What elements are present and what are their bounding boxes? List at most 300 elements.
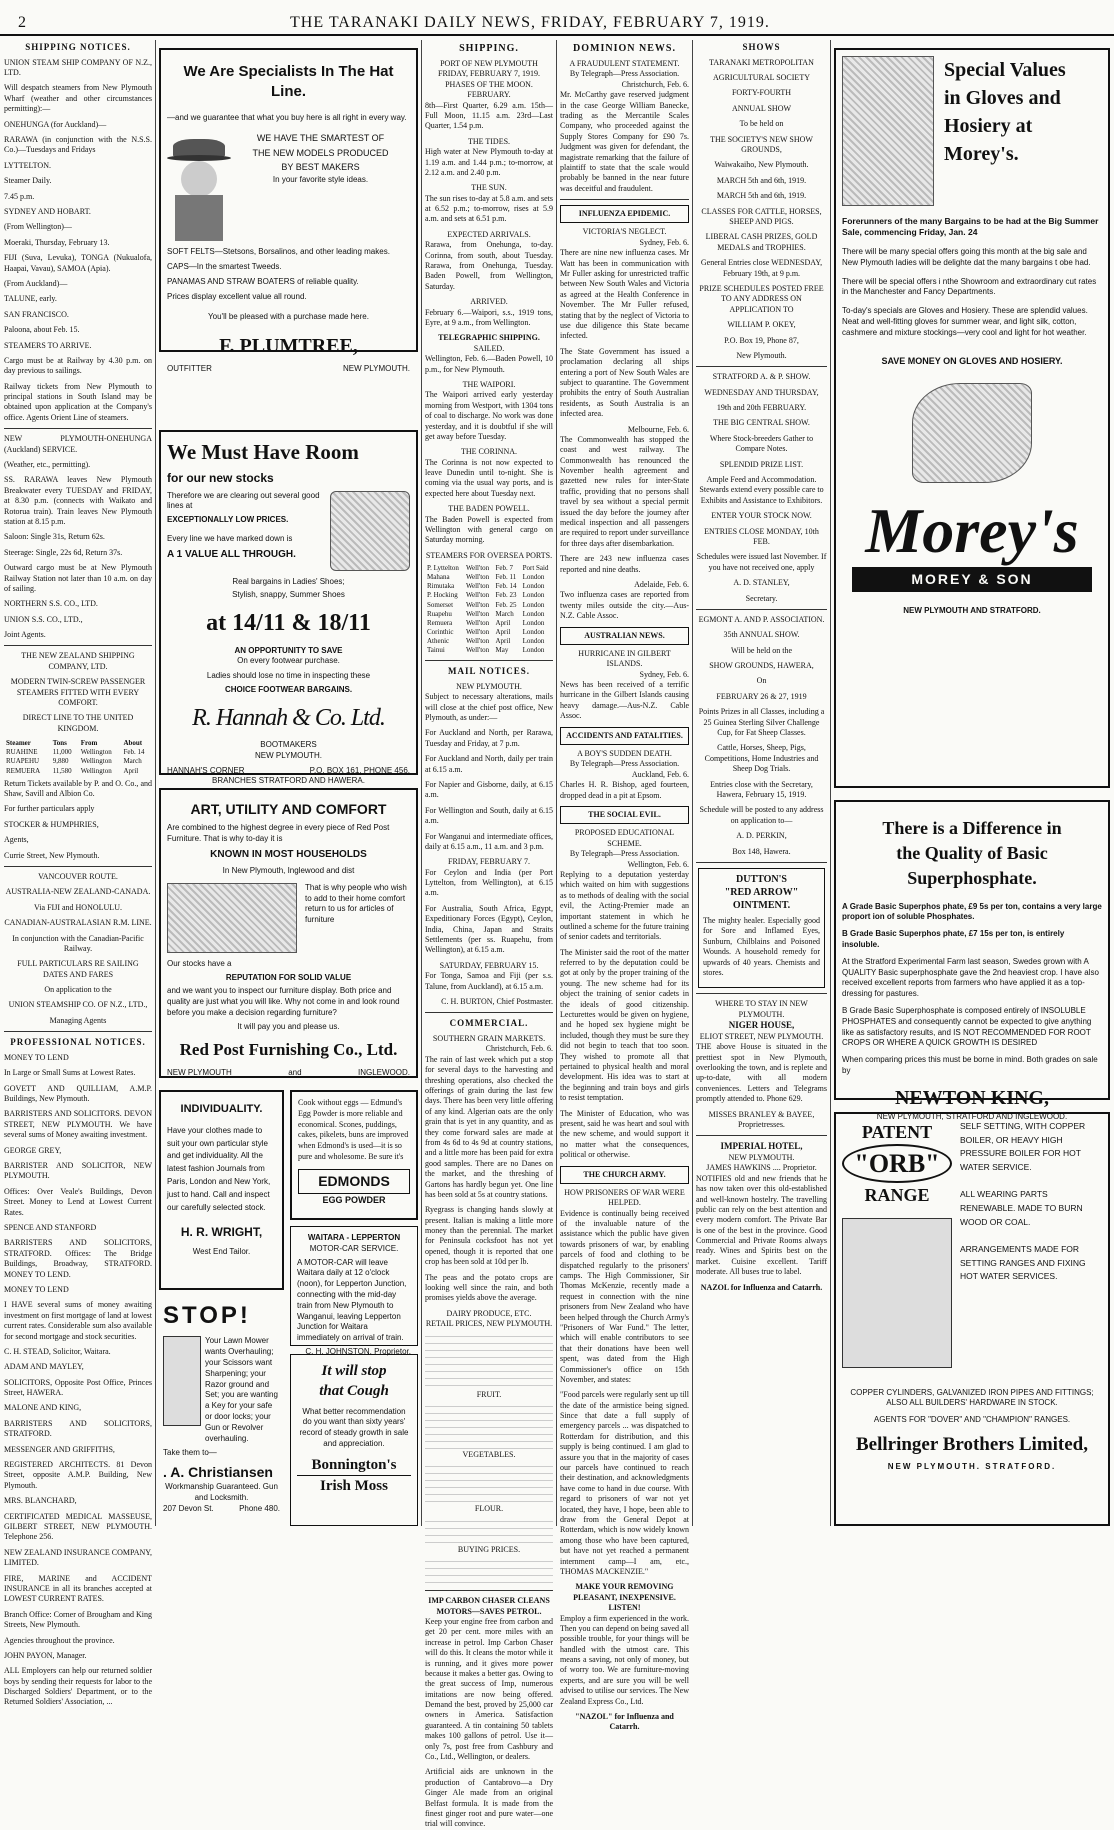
nz-shipping-agents [4, 779, 152, 861]
super-b: B Grade Basic Superphos phate, £7 15s per ton, is entirely insoluble. [842, 929, 1065, 949]
table-cell: London [522, 618, 545, 627]
stop-t1: Your Lawn Mower wants Overhauling; your Scissors want Sharpening; your Razor ground and Set; you are wanting a Key for your safe or door locks; your Gun or Revolver overhauling. [205, 1336, 278, 1443]
union-notice-line: LYTTELTON. [4, 160, 51, 170]
union-notice-line: ONEHUNGA (for Auckland)— [4, 119, 107, 129]
room-t8: On every footwear purchase. [237, 656, 340, 666]
church-quote: "Food parcels were regularly sent up till the date of the armistice being signed. Since that date a full supply of emergency parcels ... was dispatched to Rotterdam for distribution, and this supply is being continued. I am glad to assure you that in the majority of cases our parcels have continued to reach their destination, and acknowledgments have come to hand in due course. With regard to prisoners of war not yet located, they have, I hope, been able to draw from the General Depot at Rotterdam, which is now widely known among those who have been captured, but have not yet reached a permanent internment camp—I am, etc., THOMAS MACKENZIE." [560, 1390, 689, 1576]
professional-notice-line: JOHN PAYON, Manager. [4, 1650, 87, 1660]
column-shows [696, 40, 827, 1526]
cough-l2: that Cough [319, 1383, 389, 1400]
imp-art: Artificial aids are unknown in the production of Cantabrovo—a Dry Ginger Ale made from an original Belfast formula. It is made from the finest ginger root and pure water—one trial will convince. [425, 1767, 553, 1829]
orb-t3: ARRANGEMENTS MADE FOR SETTING RANGES AND FIXING HOT WATER SERVICES. [960, 1244, 1086, 1282]
imperial-np: NEW PLYMOUTH. [728, 1152, 795, 1162]
professional-notice-line: BARRISTERS AND SOLICITORS, STRATFORD. Offices: The Bridge Buildings, Broadway, STRATFORD. MONEY TO LEND. [4, 1238, 152, 1279]
influenza-b1: There are nine new influenza cases. Mr Watt has been in communication with Mr Fuller asking for unrestricted traffic between New South Wales and Victoria as agreed at the Health Conference in November. The Mr Fuller refused, stating that by the neglect of Victoria to use due diligence this State became infected. [560, 248, 689, 341]
table-cell: April [123, 766, 139, 775]
mail-np: NEW PLYMOUTH. [456, 681, 522, 691]
edmonds-logo-1: EDMONDS [298, 1169, 410, 1194]
commercial-heading: COMMERCIAL. [449, 1018, 529, 1029]
moon-month: FEBRUARY. [467, 90, 511, 100]
onehunga-notice-line: Outward cargo must be at New Plymouth Railway Station not later than 10 a.m. on day of sailing. [4, 563, 152, 593]
onehunga-notice-line: Steerage: Single, 22s 6d, Return 37s. [4, 547, 123, 557]
dairy-heading: DAIRY PRODUCE, ETC. [446, 1308, 532, 1318]
egmont-show-line: Box 148, Hawera. [732, 846, 791, 856]
accidents-dateline: Auckland, Feb. 6. [631, 769, 689, 779]
town-crier-illustration [163, 1336, 201, 1426]
table-row [425, 610, 553, 619]
morey-p4: To-day's specials are Gloves and Hosiery. These are splendid values. Neat and well-fitting gloves for summer wear, and light silk, cotton, cashmere and mixture stockings—very cool and light for hot weather. [842, 306, 1088, 337]
morey-t2: in Gloves and [944, 87, 1061, 109]
professional-notice-line: MESSENGER AND GRIFFITHS, [4, 1444, 115, 1454]
influenza-heading: INFLUENZA EPIDEMIC. [560, 205, 689, 223]
stratford-show-line: 19th and 20th FEBRUARY. [716, 403, 807, 413]
furn-t4: That is why people who wish to add to their home comfort return to us for articles of furniture [305, 882, 407, 925]
bellringer-orb-range-ad [834, 1112, 1110, 1526]
table-cell: Corinthic [427, 627, 454, 636]
duttons-ointment-ad [698, 868, 825, 988]
plumtree-name: F. PLUMTREE, [219, 335, 358, 358]
union-notice-line: Paloona, about Feb. 15. [4, 325, 80, 335]
dutton-l1: DUTTON'S [736, 873, 787, 885]
influenza-dateline: Sydney, Feb. 6. [639, 237, 689, 247]
table-header-cell: Tons [52, 739, 67, 748]
orb-footer: NEW PLYMOUTH. STRATFORD. [887, 1461, 1057, 1471]
super-t3: Superphosphate. [907, 868, 1037, 889]
taranaki-show-line: Waiwakaiho, New Plymouth. [714, 160, 809, 170]
vancouver-route-notice [4, 872, 152, 1026]
professional-notice-line: MONEY TO LEND [4, 1284, 69, 1294]
taranaki-show-line: General Entries close WEDNESDAY, February 19th, at 9 p.m. [700, 258, 823, 278]
table-row [425, 591, 553, 600]
orb-t4: COPPER CYLINDERS, GALVANIZED IRON PIPES AND FITTINGS; ALSO ALL BUILDERS' HARDWARE IN STOCK. [850, 1387, 1094, 1408]
edmonds-logo-2: EGG POWDER [322, 1194, 386, 1205]
table-cell: Well'ton [465, 573, 490, 582]
table-cell: Well'ton [465, 609, 490, 618]
egmont-show-line: 35th ANNUAL SHOW. [723, 630, 800, 640]
room-title: We Must Have Room [167, 440, 359, 464]
professional-notice-line: GEORGE GREY, [4, 1145, 62, 1155]
hat-line-2: THE NEW MODELS PRODUCED [252, 147, 389, 158]
stratford-show-line: Where Stock-breeders Gather to Compare Notes. [709, 433, 814, 454]
hat-illustration [167, 131, 231, 241]
table-cell: Well'ton [465, 582, 490, 591]
hat-line-ad [159, 48, 418, 374]
influenza-sub: VICTORIA'S NEGLECT. [582, 227, 667, 237]
table-cell: London [522, 636, 545, 645]
bonnington-irish-moss-ad [290, 1354, 418, 1526]
egmont-show-line: Will be held on the [731, 645, 792, 655]
nazol-ad: "NAZOL" for Influenza and Catarrh. [575, 1712, 674, 1732]
table-row [425, 646, 553, 655]
table-cell: Feb. 14 [495, 582, 517, 591]
orb-name: "ORB" [842, 1144, 952, 1183]
hat-pleased: You'll be pleased with a purchase made here. [208, 312, 369, 322]
steamer-table [4, 739, 152, 775]
glove-hand-illustration [912, 383, 1032, 483]
church-body: Evidence is continually being received of the invaluable nature of the assistance which the public have given towards prisoners of war, by enabling parcels of food and clothing to be dispatched regularly to the prisoners' camps. The High Commissioner, Sir Thomas McKenzie, recently made a request in connection with the nine prisoners from New Zealand who have been helped through the Church Army's "Prisoners of War Fund." The letter, which will enable contributors to see that their donations have been well spent, was dated from the High Commissioner's office on 15th November, and states: [560, 1208, 689, 1384]
vancouver-notice-line: AUSTRALIA-NEW ZEALAND-CANADA. [5, 887, 151, 897]
range-stove-illustration [842, 1218, 952, 1368]
table-cell: 11,000 [52, 748, 72, 757]
social-b1: Replying to a deputation yesterday which waited on him with suggestions as to methods of dealing with the social evil, the Acting-Premier made an important statement in which he outlined a scheme for the future training of senior cadets and territorials. [560, 869, 689, 942]
professional-notice-line: FIRE, MARINE and ACCIDENT INSURANCE in all its branches accepted at LOWEST CURRENT RATES. [4, 1573, 152, 1604]
wright-tailor-ad [159, 1090, 284, 1290]
hannah-logo-script: R. Hannah & Co. Ltd. [192, 704, 385, 731]
table-cell: Remuera [427, 618, 453, 627]
retail-heading: RETAIL PRICES, NEW PLYMOUTH. [425, 1319, 553, 1329]
furn-f2: and [288, 1067, 302, 1077]
cough-l3: Bonnington's [311, 1456, 397, 1473]
taranaki-show-line: AGRICULTURAL SOCIETY [713, 73, 810, 83]
boot-illustration [330, 491, 410, 571]
union-notice-line: Cargo must be at Railway by 4.30 p.m. on day previous to sailings. [4, 355, 152, 376]
taranaki-show-line: To be held on [739, 119, 784, 129]
professional-notice-line: BARRISTER AND SOLICITOR, NEW PLYMOUTH. [4, 1161, 152, 1181]
professional-notice-line: NEW ZEALAND INSURANCE COMPANY, LIMITED. [4, 1547, 152, 1568]
mail-friday: FRIDAY, FEBRUARY 7. [448, 857, 530, 867]
room-t15: BRANCHES STRATFORD AND HAWERA. [212, 776, 365, 786]
nzship-notice-line: THE NEW ZEALAND SHIPPING COMPANY, LTD. [21, 651, 135, 671]
masthead-title: THE TARANAKI DAILY NEWS, FRIDAY, FEBRUARY 7, 1919. [290, 14, 770, 31]
accidents-body: Charles H. R. Bishop, aged fourteen, dropped dead in a pit at Epsom. [560, 780, 689, 800]
baden-heading: THE BADEN POWELL. [448, 504, 530, 514]
influenza-b4: There are 243 new influenza cases reported and nine deaths. [560, 554, 689, 574]
furn-t2: KNOWN IN MOST HOUSEHOLDS [210, 849, 367, 861]
stratford-show-line: Ample Feed and Accommodation. Stewards extend every possible care to Exhibits and Assistance to Exhibitors. [699, 475, 824, 505]
vancouver-notice-line: FULL PARTICULARS RE SAILING DATES AND FARES [17, 959, 139, 979]
imperial-proprietor: JAMES HAWKINS .... Proprietor. [706, 1163, 817, 1173]
nz-shipping-notice [4, 651, 152, 734]
union-notice-line: SYDNEY AND HOBART. [4, 206, 91, 216]
taranaki-show-line: New Plymouth. [736, 350, 787, 360]
table-row [425, 582, 553, 591]
fruit-heading: FRUIT. [476, 1389, 502, 1399]
orb-t5: AGENTS FOR "DOVER" AND "CHAMPION" RANGES. [873, 1415, 1071, 1425]
fraud-dateline: Christchurch, Feb. 6. [621, 79, 689, 89]
table-header-cell: About [123, 739, 143, 748]
table-cell: April [495, 636, 511, 645]
page-number: 2 [18, 14, 27, 31]
table-cell: London [522, 627, 545, 636]
waitara-t2: C. H. JOHNSTON, Proprietor. [305, 1346, 411, 1356]
grain-peas: The peas and the potato crops are looking well since the rain, and both promises yields above the average. [425, 1272, 553, 1303]
baden-text: The Baden Powell is expected from Wellington with general cargo on Saturday morning. [425, 514, 553, 545]
furn-t8: It will pay you and please us. [237, 1021, 340, 1031]
fraud-body: Mr. McCarthy gave reserved judgment in the case George William Banecke, trading as the Mercantile Scales Company, who proceeded against the Supply Stores Company for £90 7s. Judgment was given for defendant, the magistrate remarking that the failure of plaintiff to state that the scale would probably be banned in the near future was deceitful and fraudulent. [560, 90, 689, 193]
mail-signature: C. H. BURTON, Chief Postmaster. [441, 996, 553, 1006]
moreys-logo: Morey's [865, 494, 1079, 566]
taranaki-show-line: LIBERAL CASH PRIZES, GOLD MEDALS and TROPHIES. [705, 232, 818, 252]
professional-notice-line: ALL Employers can help our returned soldier boys by sending their requests for labor to the Discharged Soldiers' Department, or to the Returned Soldiers' Association, ... [4, 1666, 152, 1707]
super-c: At the Stratford Experimental Farm last season, Swedes grown with A QUALITY Basic superphosphate gave the 2nd heaviest crop. I have also received excellent reports from farmers who have applied it as a top-dressing for pastures. [842, 956, 1099, 999]
table-cell: RUAPEHU [6, 757, 40, 766]
taranaki-show-line: WILLIAM P. OKEY, [727, 320, 796, 330]
table-cell: Well'ton [465, 646, 490, 655]
table-row [425, 573, 553, 582]
table-cell: April [495, 627, 511, 636]
room-t7: AN OPPORTUNITY TO SAVE [234, 645, 343, 655]
morey-p3: There will be special offers i nthe Showroom and extraordinary cut rates in the Manchester and Fancy Departments. [842, 276, 1097, 297]
vancouver-notice-line: Managing Agents [49, 1015, 107, 1025]
shipping-heading: SHIPPING. [459, 43, 519, 54]
waitara-t1: A MOTOR-CAR will leave Waitara daily at 12 o'clock (noon), for Lepperton Junction, connecting with the mid-day train from New Plymouth to Wanganui, leaving Lepperton Junction for Waitara immediately on arrival of train. [297, 1257, 407, 1343]
super-a: A Grade Basic Superphos phate, £9 5s per ton, contains a very large proport ion of soluble Phosphates. [842, 901, 1102, 922]
stratford-show-line: WEDNESDAY AND THURSDAY, [704, 387, 819, 397]
veg-price-lines [425, 1460, 553, 1504]
morey-p2: There will be many special offers going this month at the big sale and New Plymouth ladies will be delighte dat the many bargains t obe had. [842, 246, 1091, 267]
column-shipping-mail-commercial [425, 40, 553, 1829]
mail-t7: For Ceylon and India (per Port Lyttelton, from Wellington), at 6.15 a.m. [425, 867, 553, 898]
mail-t2: For Auckland and North, per Rarawa, Tuesday and Friday, at 7 p.m. [425, 728, 553, 748]
mail-heading: MAIL NOTICES. [447, 666, 531, 677]
moreys-gloves-ad [834, 48, 1110, 788]
table-cell: P. Lyttelton [427, 564, 459, 573]
morey-t1: Special Values [944, 59, 1066, 81]
port-heading: PORT OF NEW PLYMOUTH [440, 59, 538, 68]
accidents-byline: By Telegraph—Press Association. [569, 759, 680, 769]
room-t14: P.O. BOX 161, PHONE 456. [309, 765, 410, 775]
hannah-footwear-ad [159, 430, 418, 786]
removing-heading: MAKE YOUR REMOVING PLEASANT, INEXPENSIVE. LISTEN! [573, 1582, 676, 1613]
nzship-agent-line: For further particulars apply [4, 804, 95, 814]
table-cell: Feb. 25 [495, 600, 517, 609]
professional-notice-line: CERTIFICATED MEDICAL MASSEUSE, GILBERT STREET, NEW PLYMOUTH. Telephone 256. [4, 1511, 152, 1542]
corinna-heading: THE CORINNA. [461, 447, 517, 457]
furn-t1: Are combined to the highest degree in every piece of Red Post Furniture. That is why to-day it is [167, 822, 390, 843]
hat-ad-intro: —and we guarantee that what you buy here is all right in every way. [167, 112, 407, 122]
stratford-show-line: Secretary. [745, 593, 778, 603]
egmont-show-line: EGMONT A. AND P. ASSOCIATION. [698, 614, 825, 624]
shows-heading: SHOWS [742, 42, 781, 52]
union-notice-line: Railway tickets from New Plymouth to principal stations in South Island may be obtained upon application at the Company's office. Agents Orient Line of steamers. [4, 381, 152, 422]
onehunga-notice-line: (Weather, etc., permitting). [4, 460, 91, 470]
hat-line-3: BY BEST MAKERS [281, 162, 360, 173]
imp-body: Keep your engine free from carbon and get 20 per cent. more miles with an increase in petrol. Imp Carbon Chaser will do this. It cleans the motor while it is running, and it gives more power because it makes a better gas. Owing to the great success of Imp, numerous imitations are now being offered. Demand the best, proved by 25,000 car owners in America. Satisfaction guaranteed. A tin containing 50 tablets makes 100 gallons of petrol. Use it—only 7s, post free from Cashbury and Co., Ltd., Wellington, or dealers. [425, 1616, 553, 1762]
influenza-b3: The Commonwealth has stopped the coast and west railway. The Commonwealth has renounced the November health agreement and gazetted new rules for inter-State traffic, providing that no persons shall travel by sea without a special permit issued the day before the journey after medical inspection and all passengers are required to report under surveillance for three days after disembarkation. [560, 434, 689, 548]
table-cell: P. Hocking [427, 591, 458, 600]
egmont-show-notice [696, 615, 827, 857]
mail-saturday: SATURDAY, FEBRUARY 15. [439, 960, 539, 970]
professional-notice-line: ADAM AND MAYLEY, [4, 1362, 84, 1372]
professional-notice-line: MONEY TO LEND [4, 1052, 69, 1062]
stratford-show-line: THE BIG CENTRAL SHOW. [713, 418, 810, 428]
dutton-body: The mighty healer. Especially good for Sore and Inflamed Eyes, Sunburn, Chilblains and Poisoned Wounds. A household remedy for upwards of 40 years. Chemists and stores. [703, 915, 820, 977]
orb-range: RANGE [864, 1185, 930, 1206]
table-cell: Rimutaka [427, 582, 455, 591]
edmonds-egg-powder-ad [290, 1090, 418, 1220]
professional-notice-line: BARRISTERS AND SOLICITORS. DEVON STREET, NEW PLYMOUTH. We have several sums of Money awaiting investment. [4, 1109, 152, 1140]
taranaki-show-line: ANNUAL SHOW [731, 103, 792, 113]
niger-where: WHERE TO STAY IN NEW PLYMOUTH. [715, 999, 808, 1019]
table-row [4, 757, 152, 766]
accidents-heading: ACCIDENTS AND FATALITIES. [560, 727, 689, 745]
table-row [425, 564, 553, 573]
union-notice-line: FIJI (Suva, Levuka), TONGA (Nukualofa, Haapai, Vavau), SAMOA (Apia). [4, 253, 152, 273]
furn-f3: INGLEWOOD. [357, 1067, 410, 1077]
indiv-name: H. R. WRIGHT, [180, 1225, 263, 1240]
social-sub: PROPOSED EDUCATIONAL SCHEME. [574, 828, 675, 848]
union-notice-line: SAN FRANCISCO. [4, 309, 69, 319]
niger-proprietors: MISSES BRANLEY & BAYEE, Proprietresses. [708, 1109, 815, 1129]
super-e: When comparing prices this must be borne in mind. Both grades on sale by [842, 1055, 1098, 1075]
egmont-show-line: SHOW GROUNDS, HAWERA, [709, 661, 814, 671]
table-cell: March [495, 609, 514, 618]
morey-footer: NEW PLYMOUTH AND STRATFORD. [903, 605, 1041, 615]
influenza-b5: Two influenza cases are reported from twenty miles outside the city.—Aus-N.Z. Cable Assoc. [560, 590, 689, 621]
table-cell: Feb. 14 [123, 748, 145, 757]
waitara-sub: MOTOR-CAR SERVICE. [309, 1243, 399, 1253]
furn-name: Red Post Furnishing Co., Ltd. [179, 1039, 398, 1059]
taranaki-show-notice [696, 58, 827, 362]
christiansen-stop-ad [159, 1296, 284, 1526]
column-dominion-news [560, 40, 689, 1732]
oversea-heading: STEAMERS FOR OVERSEA PORTS. [425, 550, 553, 560]
room-t12: NEW PLYMOUTH. [255, 750, 322, 760]
fruit-price-lines [425, 1400, 553, 1450]
australian-body: News has been received of a terrific hurricane in the Gilbert Islands causing heavy damage.—Aus-N.Z. Cable Assoc. [560, 680, 689, 721]
vancouver-notice-line: Via FIJI and HONOLULU. [34, 902, 122, 912]
egmont-show-line: Points Prizes in all Classes, including a 25 Guinea Sterling Silver Challenge Cup, for Fat Sheep Classes. [698, 707, 825, 738]
australian-heading: AUSTRALIAN NEWS. [560, 627, 689, 645]
waitara-motor-ad [290, 1226, 418, 1356]
union-notice-line: STEAMERS TO ARRIVE. [4, 340, 92, 350]
room-t4: A 1 VALUE ALL THROUGH. [167, 548, 296, 560]
dutton-l2: "RED ARROW" [724, 886, 799, 898]
room-sub: for our new stocks [167, 471, 274, 486]
union-notice-line: Will despatch steamers from New Plymouth Wharf (weather and other circumstances permitting):— [4, 83, 152, 114]
professional-notice-line: SOLICITORS, Opposite Post Office, Princes Street, HAWERA. [4, 1377, 152, 1398]
table-cell: Mahana [427, 573, 450, 582]
room-t2: EXCEPTIONALLY LOW PRICES. [167, 515, 289, 525]
influenza-dateline-3: Adelaide, Feb. 6. [634, 579, 689, 589]
egmont-show-line: A. D. PERKIN, [736, 831, 787, 841]
stratford-show-line: ENTER YOUR STOCK NOW. [711, 511, 812, 521]
hat-location: NEW PLYMOUTH. [343, 364, 410, 374]
room-t5: Real bargains in Ladies' Shoes; [232, 576, 345, 586]
morey-band: MOREY & SON [852, 567, 1092, 592]
table-cell: April [495, 618, 511, 627]
bellringer-name: Bellringer Brothers Limited, [855, 1434, 1089, 1456]
vancouver-notice-line: CANADIAN-AUSTRALASIAN R.M. LINE. [4, 918, 152, 928]
room-t10: CHOICE FOOTWEAR BARGAINS. [224, 684, 353, 694]
professional-notice-line: GOVETT AND QUILLIAM, A.M.P. Buildings, New Plymouth. [4, 1083, 152, 1104]
taranaki-show-line: FORTY-FOURTH [731, 88, 792, 98]
table-cell: March [123, 757, 142, 766]
table-cell: Feb. 7 [495, 564, 513, 573]
oversea-steamers-table [425, 564, 553, 655]
sailed-heading: SAILED. [473, 343, 505, 353]
union-steamship-notice [4, 58, 152, 424]
church-heading: THE CHURCH ARMY. [560, 1166, 689, 1184]
professional-notices [4, 1053, 152, 1708]
taranaki-show-line: CLASSES FOR CATTLE, HORSES, SHEEP AND PIGS. [701, 206, 822, 226]
table-cell: Wellington [80, 757, 112, 766]
sun-heading: THE SUN. [471, 183, 507, 193]
taranaki-show-line: PRIZE SCHEDULES POSTED FREE TO ANY ADDRESS ON APPLICATION TO [699, 283, 824, 314]
hat-prices: Prices display excellent value all round. [167, 291, 307, 301]
professional-notice-line: SPENCE AND STANFORD [4, 1223, 97, 1232]
waipori-heading: THE WAIPORI. [462, 379, 516, 389]
table-cell: Well'ton [465, 627, 490, 636]
vancouver-notice-line: On application to the [44, 985, 112, 995]
dutton-l3: OINTMENT. [732, 899, 791, 911]
room-t11: BOOTMAKERS [260, 740, 317, 750]
nzship-agent-line: Return Tickets available by P. and O. Co., and Shaw, Savill and Albion Co. [4, 778, 152, 798]
vegetables-heading: VEGETABLES. [462, 1449, 516, 1459]
onehunga-notice-line: UNION S.S. CO., LTD., [4, 614, 83, 624]
dominion-heading: DOMINION NEWS. [573, 43, 676, 54]
expected-text: Rarawa, from Onehunga, to-day. Corinna, from south, about Tuesday. Rarawa, from Onehunga, Tuesday. Baden Powell, from Wellington, Saturday. [425, 240, 553, 291]
expected-heading: EXPECTED ARRIVALS. [447, 229, 531, 239]
union-notice-line: (From Auckland)— [4, 278, 68, 288]
table-cell: Feb. 11 [495, 573, 517, 582]
table-cell: 9,880 [52, 757, 69, 766]
cough-l4: Irish Moss [297, 1475, 411, 1496]
corinna-text: The Corinna is not now expected to leave Dunedin until to-night. She is coming via the usual way ports, and is expected here about Tuesday next. [425, 457, 553, 498]
hat-panamas: PANAMAS AND STRAW BOATERS of reliable quality. [167, 276, 359, 286]
stop-t4: 207 Devon St. [163, 1503, 214, 1513]
table-cell: Ruapehu [427, 609, 452, 618]
stop-t2: Take them to— [163, 1448, 217, 1458]
hat-line-1: WE HAVE THE SMARTEST OF [256, 133, 385, 144]
stop-name: . A. Christiansen [163, 1464, 273, 1481]
nzship-notice-line: DIRECT LINE TO THE UNITED KINGDOM. [22, 713, 134, 733]
mail-t5: For Wellington and South, daily at 6.15 a.m. [425, 805, 553, 826]
stratford-show-line: ENTRIES CLOSE MONDAY, 10th FEB. [704, 526, 819, 546]
retail-price-lines [425, 1330, 553, 1390]
buying-price-lines [425, 1555, 553, 1585]
union-notice-line: (From Wellington)— [4, 222, 72, 232]
union-notice-line: Steamer Daily. [4, 176, 52, 186]
union-notice-line: Moeraki, Thursday, February 13. [4, 237, 110, 247]
super-d: B Grade Basic Superphosphate is composed entirely of INSOLUBLE PHOSPHATES and consequently cannot be expected to give anything like as satisfactory results, and IS NOT RECOMMENDED FOR ROOT CROPS OR WHERE A QUICK GROWTH IS DESIRED [842, 1005, 1092, 1048]
social-dateline: Wellington, Feb. 6. [627, 859, 689, 869]
furn-t5: Our stocks have a [167, 958, 232, 968]
morey-t3: Hosiery at [944, 115, 1033, 137]
waitara-title: WAITARA - LEPPERTON [307, 1233, 401, 1242]
table-cell: 11,580 [52, 766, 72, 775]
table-row [425, 601, 553, 610]
stratford-show-line: A. D. STANLEY, [733, 578, 790, 588]
table-row [4, 748, 152, 757]
taranaki-show-line: THE SOCIETY'S NEW SHOW GROUNDS, [710, 134, 813, 155]
room-t13: HANNAH'S CORNER [167, 765, 245, 775]
mail-t9: For Tonga, Samoa and Fiji (per s.s. Talune, from Auckland), at 6.15 a.m. [425, 971, 553, 991]
sun-text: The sun rises to-day at 5.8 a.m. and sets at 6.52 p.m.; to-morrow, rises at 5.9 a.m. and sets at 6.51 p.m. [425, 193, 553, 224]
taranaki-show-line: MARCH 5th and 6th, 1919. [716, 191, 807, 201]
orb-patent: PATENT [861, 1122, 933, 1142]
onehunga-service-notice [4, 434, 152, 640]
grain-body: The rain of last week which put a stop for several days to the harvesting and threshing operations, also checked the offerings of grain during the last few days. There has been very little offering of any kind. Algerian oats are the only grain that is yet in any quantity, and as they come forward sales are made at from 4s 6d to 4s 9d at country stations, and a little more has been paid for extra good samples. There are no Danes on the market, and the threshing of Gartons has hardly begun yet. One line has been sold at 5s at country stations. [425, 1054, 553, 1199]
social-b2: The Minister said the root of the matter referred to by the deputation could be got at only by the proper training of the young. The new scheme had for its object the training of senior cadets in the ideals of good citizenship. Lecturettes would be given on hygiene, and he hoped sex hygiene might be included, though they must be sure they did not begin to teach that too soon. They wished to promote all that pertained to physical health and moral development. His idea was to start at the beginning and train boys and girls to resist temptation. [560, 947, 689, 1103]
table-cell: Port Said [522, 564, 549, 573]
professional-notice-line: C. H. STEAD, Solicitor, Waitara. [4, 1346, 111, 1356]
grain-heading: SOUTHERN GRAIN MARKETS. [432, 1034, 546, 1044]
professional-notice-line: REGISTERED ARCHITECTS. 81 Devon Street, opposite A.M.P. Building, New Plymouth. [4, 1460, 152, 1490]
masthead [0, 0, 1114, 36]
stratford-show-line: SPLENDID PRIZE LIST. [719, 459, 804, 469]
telegraphic-heading: TELEGRAPHIC SHIPPING. [438, 333, 540, 343]
table-cell: London [522, 582, 545, 591]
moon-phases: 8th—First Quarter, 6.29 a.m. 15th—Full Moon, 11.15 a.m. 23rd—Last Quarter, 1.54 p.m. [425, 100, 553, 131]
australian-dateline: Sydney, Feb. 6. [639, 669, 689, 679]
professional-notice-line: In Large or Small Sums at Lowest Rates. [4, 1068, 136, 1078]
room-t1: Therefore we are clearing out several good lines at [167, 490, 320, 511]
grain-ryegrass: Ryegrass is changing hands slowly at present. Italian is making a little more money than the perennial. The market for Peninsula cocksfoot has not yet opened, though it is reported that one crop has been sold at 10d per lb. [425, 1205, 553, 1267]
table-cell: Well'ton [465, 618, 490, 627]
table-cell: REMUERA [6, 766, 41, 775]
fraud-heading: A FRAUDULENT STATEMENT. [569, 59, 680, 68]
